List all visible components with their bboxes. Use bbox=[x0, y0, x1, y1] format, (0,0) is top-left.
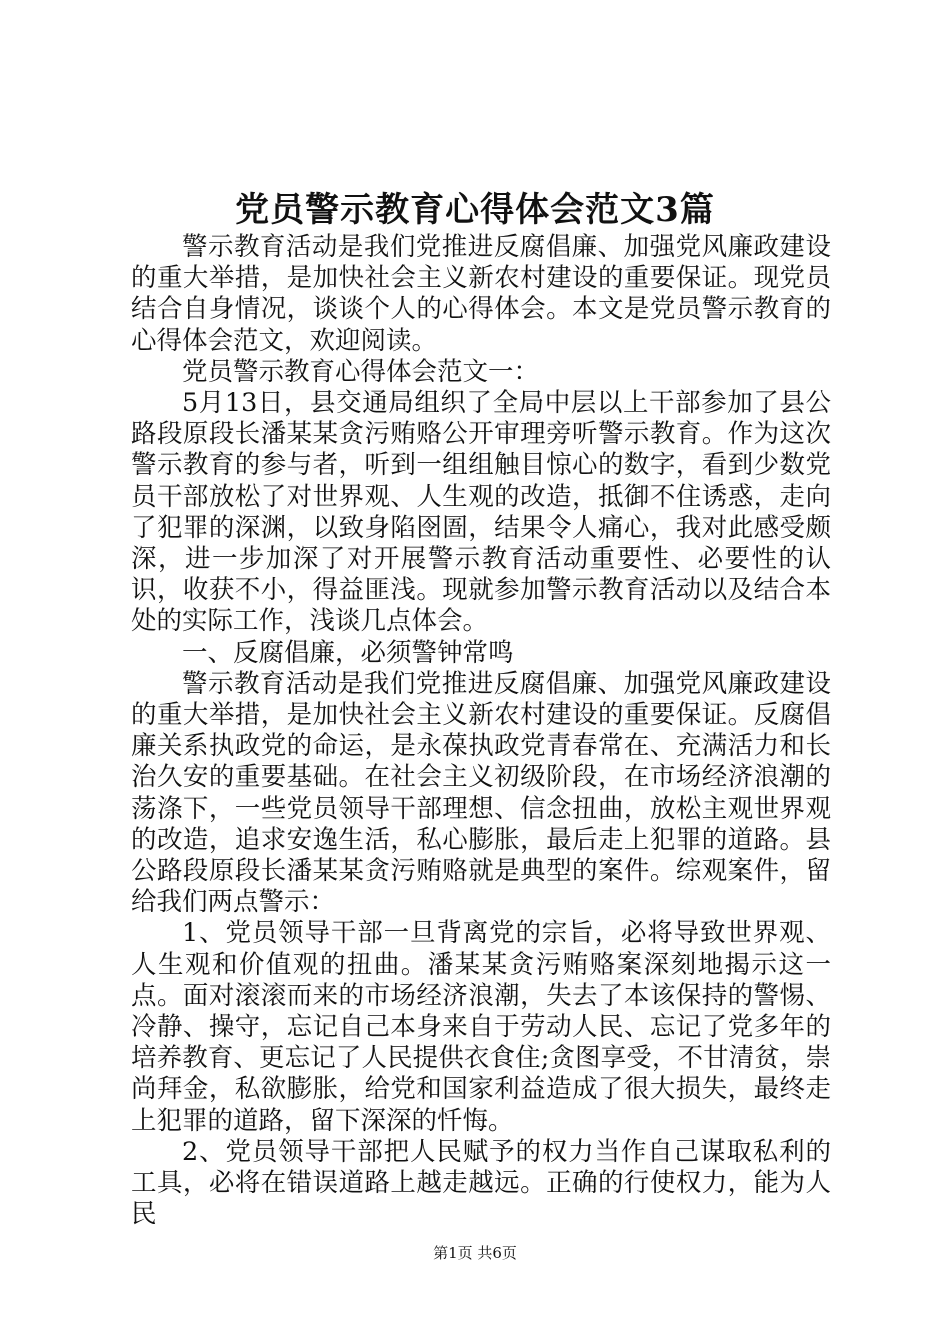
document-body bbox=[131, 232, 831, 1231]
page-footer: 第1页 共6页 bbox=[433, 1244, 517, 1262]
section-heading: 一、反腐倡廉，必须警钟常鸣 bbox=[182, 637, 514, 668]
paragraph: 警示教育活动是我们党推进反腐倡廉、加强党风廉政建设的重大举措，是加快社会主义新农村建设的重要保证。现党员结合自身情况，谈谈个人的心得体会。本文是党员警示教育的心得体会范文，欢迎阅读。 bbox=[131, 232, 831, 356]
paragraph: 1、党员领导干部一旦背离党的宗旨，必将导致世界观、人生观和价值观的扭曲。潘某某贪污贿赂案深刻地揭示这一点。面对滚滚而来的市场经济浪潮，失去了本该保持的警惕、冷静、操守，忘记自己本身来自于劳动人民、忘记了党多年的培养教育、更忘记了人民提供衣食住;贪图享受，不甘清贫，崇尚拜金，私欲膨胀，给党和国家利益造成了很大损失，最终走上犯罪的道路，留下深深的忏悔。 bbox=[131, 918, 831, 1136]
paragraph: 5月13日，县交通局组织了全局中层以上干部参加了县公路段原段长潘某某贪污贿赂公开审理旁听警示教育。作为这次警示教育的参与者，听到一组组触目惊心的数字，看到少数党员干部放松了对世界观、人生观的改造，抵御不住诱惑，走向了犯罪的深渊，以致身陷囹圄，结果令人痛心，我对此感受颇深，进一步加深了对开展警示教育活动重要性、必要性的认识，收获不小，得益匪浅。现就参加警示教育活动以及结合本处的实际工作，浅谈几点体会。 bbox=[131, 388, 831, 637]
paragraph: 2、党员领导干部把人民赋予的权力当作自己谋取私利的工具，必将在错误道路上越走越远。正确的行使权力，能为人民 bbox=[131, 1136, 831, 1230]
document-title: 党员警示教育心得体会范文3篇 bbox=[235, 190, 715, 230]
section-heading: 党员警示教育心得体会范文一： bbox=[182, 356, 540, 387]
paragraph: 警示教育活动是我们党推进反腐倡廉、加强党风廉政建设的重大举措，是加快社会主义新农村建设的重要保证。反腐倡廉关系执政党的命运，是永葆执政党青春常在、充满活力和长治久安的重要基础。在社会主义初级阶段，在市场经济浪潮的荡涤下，一些党员领导干部理想、信念扭曲，放松主观世界观的改造，追求安逸生活，私心膨胀，最后走上犯罪的道路。县公路段原段长潘某某贪污贿赂就是典型的案件。综观案件，留给我们两点警示： bbox=[131, 668, 831, 918]
